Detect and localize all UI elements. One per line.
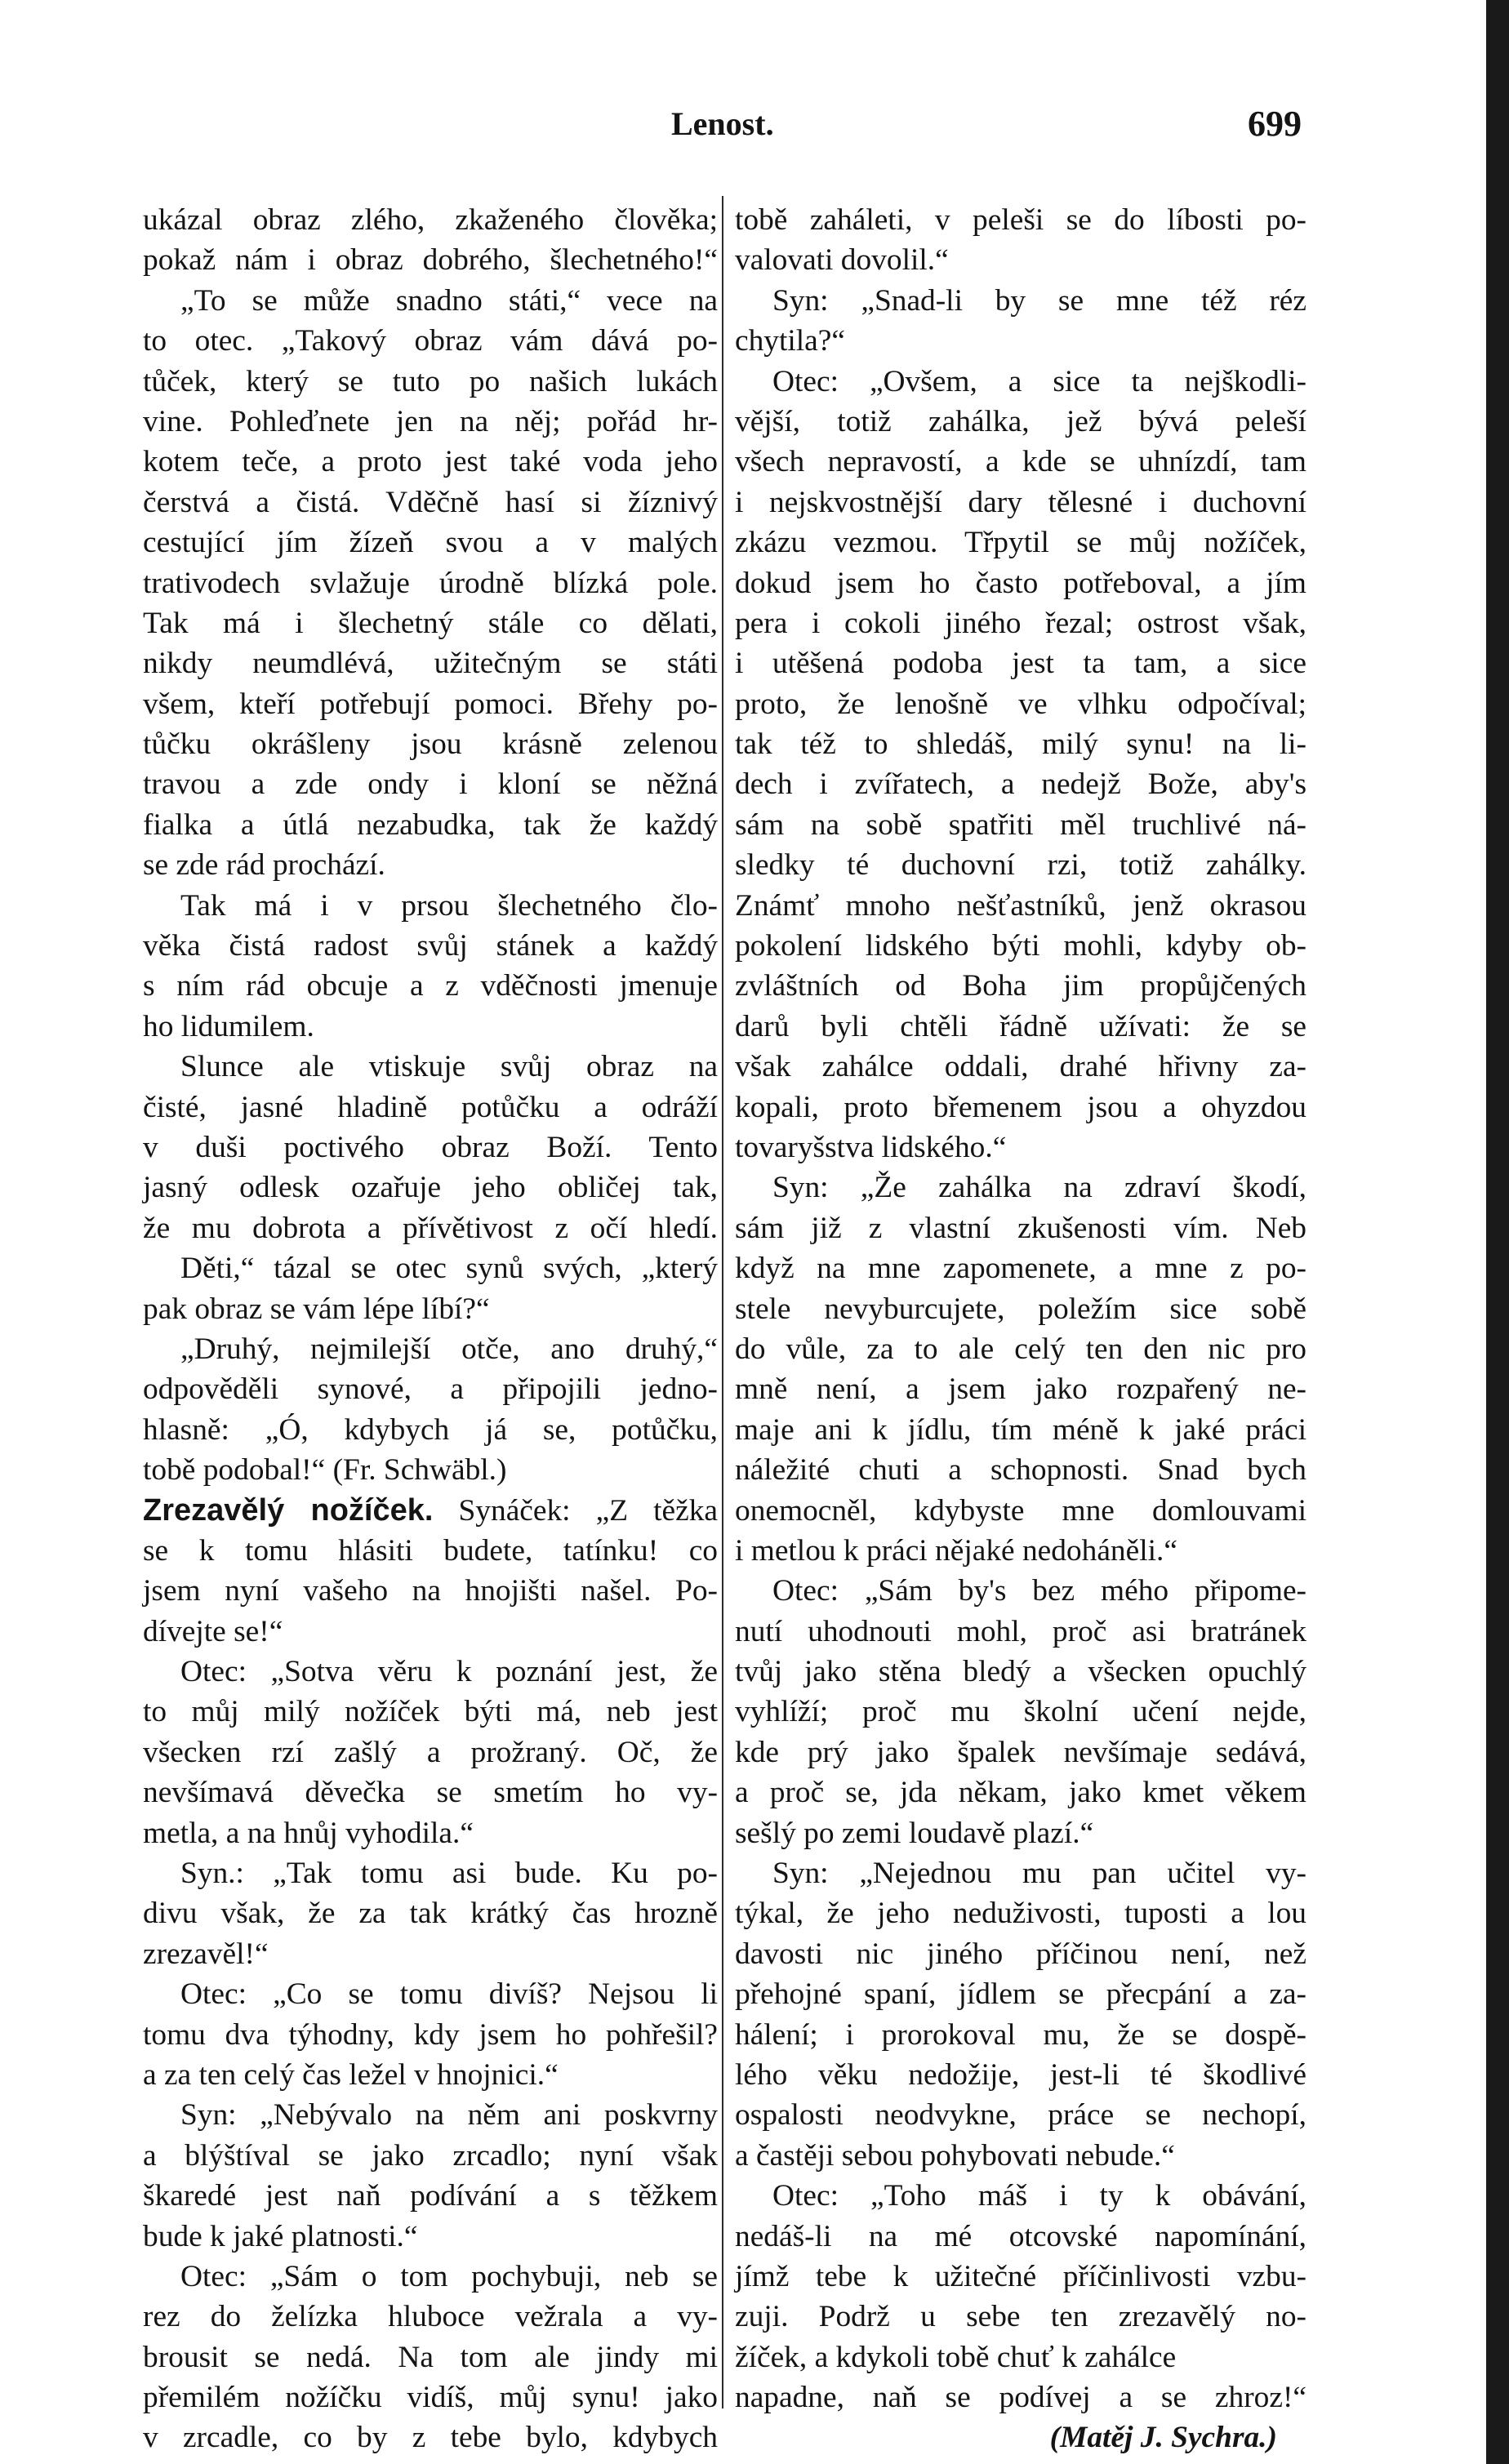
running-head: Lenost. (671, 105, 774, 142)
text-line: napadne, naň se podívej a se zhroz!“ (735, 2381, 1306, 2415)
text-line: stele nevyburcujete, poležím sice sobě (735, 1292, 1306, 1326)
text-line: Syn: „Snad-li by se mne též réz (772, 283, 1306, 318)
text-line: pak obraz se vám lépe líbí?“ (143, 1292, 490, 1326)
text-line: vější, totiž zahálka, jež bývá peleší (735, 404, 1306, 438)
text-line: i utěšená podoba jest ta tam, a sice (735, 647, 1306, 681)
text-line: všem, kteří potřebují pomoci. Břehy po- (143, 687, 718, 721)
text-line: a za ten celý čas ležel v hnojnici.“ (143, 2057, 559, 2092)
text-line: věka čistá radost svůj stánek a každý (143, 929, 718, 963)
text-line: rez do želízka hluboce vežrala a vy- (143, 2300, 718, 2334)
text-line: náležité chuti a schopnosti. Snad bych (735, 1453, 1306, 1488)
text-line: valovati dovolil.“ (735, 243, 949, 278)
text-line: sám na sobě spatřiti měl truchlivé ná- (735, 807, 1306, 842)
text-line: davosti nic jiného příčinou není, než (735, 1937, 1306, 1971)
text-line: Syn: „Nebývalo na něm ani poskvrny (180, 2098, 718, 2133)
text-line: hálení; i prorokoval mu, že se dospě- (735, 2017, 1306, 2052)
text-line: lého věku nedožije, jest-li té škodlivé (735, 2057, 1306, 2092)
text-line: travou a zde ondy i kloní se něžná (143, 767, 718, 802)
text-line: maje ani k jídlu, tím méně k jaké práci (735, 1412, 1306, 1447)
page-header (0, 96, 1509, 153)
text-line: tak též to shledáš, milý synu! na li- (735, 727, 1306, 762)
text-line: bude k jaké platnosti.“ (143, 2219, 418, 2253)
text-line: vine. Pohleďnete jen na něj; pořád hr- (143, 404, 718, 438)
text-line: Syn: „Nejednou mu pan učitel vy- (772, 1857, 1306, 1891)
text-line: tovaryšstva lidského.“ (735, 1130, 1007, 1164)
text-line: jasný odlesk ozařuje jeho obličej tak, (143, 1171, 718, 1205)
text-line: týkal, že jeho neduživosti, tuposti a lou (735, 1897, 1306, 1931)
text-line: sešlý po zemi loudavě plazí.“ (735, 1816, 1094, 1850)
text-line: Otec: „Sám by's bez mého připome- (772, 1574, 1306, 1608)
text-line: jsem nyní vašeho na hnojišti našel. Po- (143, 1574, 718, 1608)
text-line: Otec: „Sotva věru k poznání jest, že (180, 1655, 718, 1689)
text-line: Zrezavělý nožíček. Synáček: „Z těžka (143, 1492, 719, 1528)
right-column (735, 200, 1306, 2458)
text-line: čerstvá a čistá. Vděčně hasí si žíznivý (143, 485, 718, 519)
section-heading: Zrezavělý nožíček. (143, 1492, 434, 1528)
text-line: zrezavěl!“ (143, 1937, 269, 1971)
text-line: sledky té duchovní rzi, totiž zahálky. (735, 848, 1306, 883)
text-line: tobě zaháleti, v peleši se do líbosti po- (735, 203, 1306, 237)
text-line: jímž tebe k užitečné příčinlivosti vzbu- (735, 2259, 1306, 2293)
text-line: cestující jím žízeň svou a v malých (143, 526, 718, 560)
text-line: vyhlíží; proč mu školní učení nejde, (735, 1695, 1306, 1729)
text-line: Otec: „Toho máš i ty k obávání, (772, 2179, 1306, 2213)
text-line: pokaž nám i obraz dobrého, šlechetného!“ (143, 243, 718, 278)
text-line: škaredé jest naň podívání a s těžkem (143, 2179, 718, 2213)
page-number: 699 (1248, 104, 1302, 144)
text-line: v duši poctivého obraz Boží. Tento (143, 1130, 718, 1164)
text-line: žíček, a kdykoli tobě chuť k zahálce (735, 2340, 1177, 2374)
text-line: dokud jsem ho často potřeboval, a jím (735, 566, 1306, 600)
column-divider (722, 196, 723, 2408)
text-line: pera i cokoli jiného řezal; ostrost však, (735, 606, 1306, 640)
text-line: kde prý jako špalek nevšímaje sedává, (735, 1735, 1306, 1769)
text-line: to otec. „Takový obraz vám dává po- (143, 324, 718, 358)
text-line: onemocněl, kdybyste mne domlouvami (735, 1493, 1306, 1528)
text-line: s ním rád obcuje a z vděčnosti jmenuje (143, 969, 718, 1003)
text-line: nevšímavá děvečka se smetím ho vy- (143, 1776, 718, 1810)
text-line: metla, a na hnůj vyhodila.“ (143, 1816, 474, 1850)
text-line: divu však, že za tak krátký čas hrozně (143, 1897, 718, 1931)
text-line: Otec: „Ovšem, a sice ta nejškodli- (772, 364, 1306, 398)
text-line: kopali, proto břemenem jsou a ohyzdou (735, 1090, 1306, 1124)
text-line: i metlou k práci nějaké nedohánělі.“ (735, 1533, 1177, 1568)
text-line: dívejte se!“ (143, 1614, 283, 1648)
text-line: chytila?“ (735, 324, 845, 358)
text-line: nedáš-li na mé otcovské napomínání, (735, 2219, 1306, 2253)
text-line: tvůj jako stěna bledý a všecken opuchlý (735, 1655, 1306, 1689)
text-line: Tak má i šlechetný stále co dělati, (143, 606, 718, 640)
text-line: tomu dva týhodny, kdy jsem ho pohřešil? (143, 2017, 718, 2052)
text-line: fialka a útlá nezabudka, tak že každý (143, 807, 718, 842)
text-line: Tak má i v prsou šlechetného člo- (180, 888, 718, 923)
text-line: sám již z vlastní zkušenosti vím. Neb (735, 1211, 1306, 1245)
text-line: nikdy neumdlévá, užitečným se státi (143, 647, 718, 681)
text-line: nutí uhodnouti mohl, proč asi bratránek (735, 1614, 1306, 1648)
text-line: Slunce ale vtiskuje svůj obraz na (180, 1050, 718, 1084)
text-line: že mu dobrota a přívětivost z očí hledí. (143, 1211, 718, 1245)
text-line: (Matěj J. Sychra.) (1049, 2421, 1277, 2455)
text-line: zvláštních od Boha jim propůjčených (735, 969, 1306, 1003)
text-line: přehojné spaní, jídlem se přecpání a za- (735, 1977, 1306, 2012)
text-line: Otec: „Co se tomu divíš? Nejsou li (180, 1977, 718, 2012)
text-line: čisté, jasné hladině potůčku a odráží (143, 1090, 718, 1124)
text-line: tobě podobal!“ (Fr. Schwäbl.) (143, 1453, 507, 1488)
text-line: všecken rzí zašlý a prožraný. Oč, že (143, 1735, 718, 1769)
text-line: dech i zvířatech, a nedejž Bože, aby's (735, 767, 1306, 802)
text-line: zuji. Podrž u sebe ten zrezavělý no- (735, 2300, 1306, 2334)
text-line: však zahálce oddali, drahé hřivny za- (735, 1050, 1306, 1084)
text-line: a častěji sebou pohybovati nebude.“ (735, 2138, 1175, 2173)
text-line: v zrcadle, co by z tebe bylo, kdybych (143, 2421, 718, 2455)
text-line: a blýštíval se jako zrcadlo; nyní však (143, 2138, 718, 2173)
left-column (143, 200, 718, 2458)
text-line: pokolení lidského býti mohli, kdyby ob- (735, 929, 1306, 963)
text-line: tůčku okrášleny jsou krásně zelenou (143, 727, 718, 762)
text-line: i nejskvostnější dary tělesné i duchovní (735, 485, 1306, 519)
text-line: když na mne zapomenete, a mne z po- (735, 1252, 1306, 1286)
text-line: Syn: „Že zahálka na zdraví škodí, (772, 1171, 1306, 1205)
text-line: kotem teče, a proto jest také voda jeho (143, 445, 718, 479)
scan-edge-shadow (1486, 0, 1509, 2464)
text-line: a proč se, jda někam, jako kmet věkem (735, 1776, 1306, 1810)
text-line: Známť mnoho nešťastníků, jenž okrasou (735, 888, 1306, 923)
text-line: „Druhý, nejmilejší otče, ano druhý,“ (180, 1332, 718, 1366)
text-line: Syn.: „Tak tomu asi bude. Ku po- (180, 1857, 718, 1891)
text-line: zkázu vezmou. Třpytil se můj nožíček, (735, 526, 1306, 560)
text-line: darů byli chtěli řádně užívati: že se (735, 1009, 1306, 1043)
text-line: mně není, a jsem jako rozpařený ne- (735, 1372, 1306, 1407)
text-line: přemilém nožíčku vidíš, můj synu! jako (143, 2381, 718, 2415)
text-line: to můj milý nožíček býti má, neb jest (143, 1695, 718, 1729)
text-line: Otec: „Sám o tom pochybuji, neb se (180, 2259, 718, 2293)
text-line: trativodech svlažuje úrodně blízká pole. (143, 566, 718, 600)
text-line: Děti,“ tázal se otec synů svých, „který (180, 1252, 718, 1286)
text-line: „To se může snadno státi,“ vece na (180, 283, 718, 318)
text-line: proto, že lenošně ve vlhku odpočíval; (735, 687, 1306, 721)
text-line: do vůle, za to ale celý ten den nic pro (735, 1332, 1306, 1366)
text-line: ukázal obraz zlého, zkaženého člověka; (143, 203, 718, 237)
text-line: se k tomu hlásiti budete, tatínku! co (143, 1533, 718, 1568)
text-line: ospalosti neodvykne, práce se nechopí, (735, 2098, 1306, 2133)
text-line: všech nepravostí, a kde se uhnízdí, tam (735, 445, 1306, 479)
text-line: tůček, který se tuto po našich lukách (143, 364, 718, 398)
text-line: brousit se nedá. Na tom ale jindy mi (143, 2340, 718, 2374)
text-line: hlasně: „Ó, kdybych já se, potůčku, (143, 1412, 718, 1447)
text-line: se zde rád prochází. (143, 848, 385, 883)
text-line: odpověděli synové, a připojili jedno- (143, 1372, 718, 1407)
text-line: ho lidumilem. (143, 1009, 314, 1043)
